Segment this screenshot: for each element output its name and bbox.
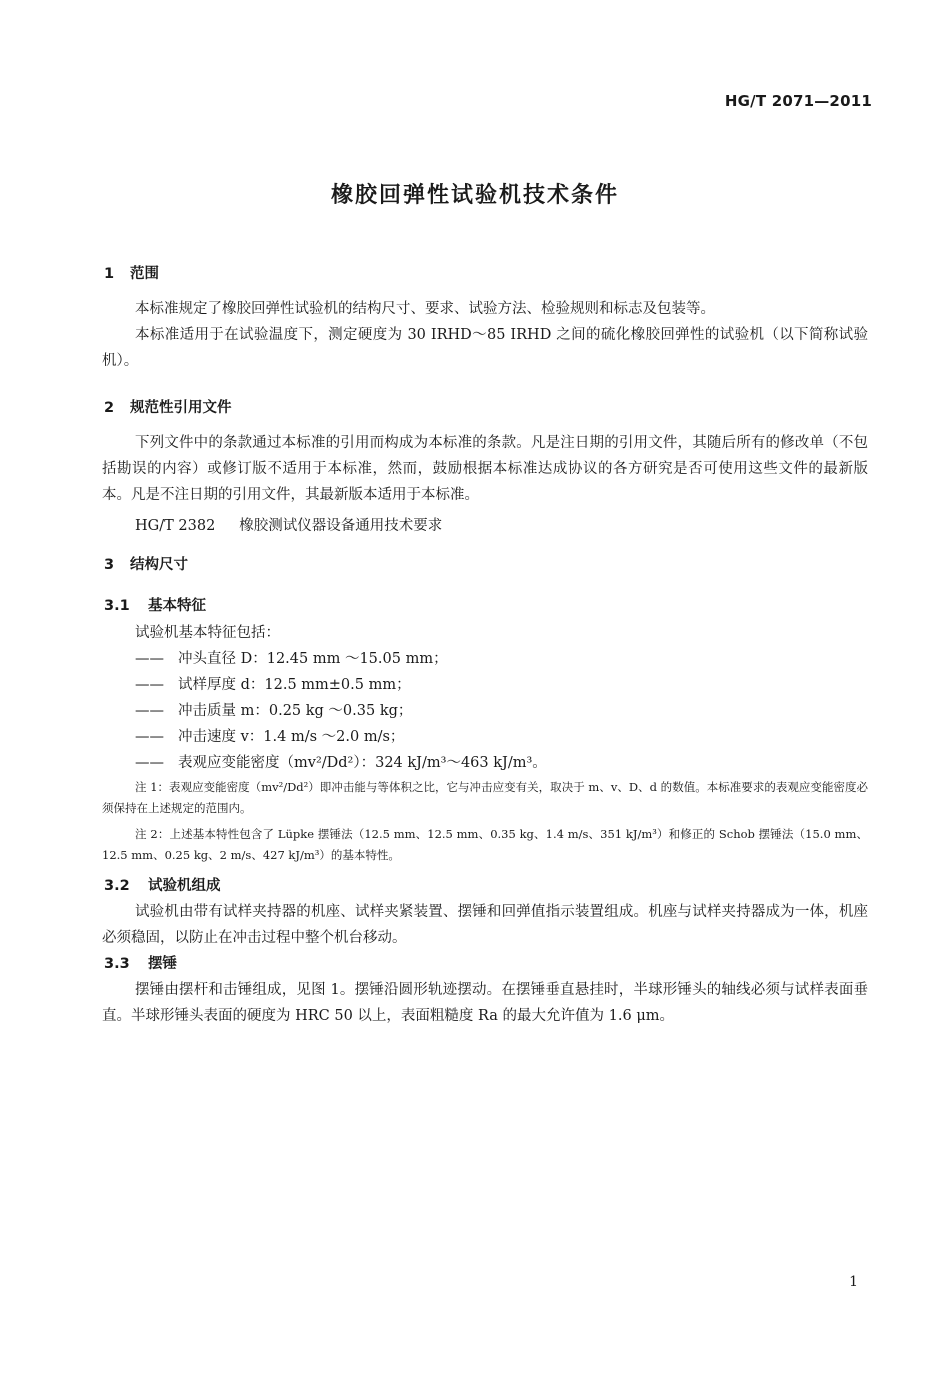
section-1-heading — [104, 262, 159, 283]
dash-marker: —— — [135, 755, 164, 771]
feature-intro: 试验机基本特征包括： — [135, 625, 280, 641]
section-1-paragraph-1: 本标准规定了橡胶回弹性试验机的结构尺寸、要求、试验方法、检验规则和标志及包装等。 — [135, 301, 715, 317]
dash-marker: —— — [135, 651, 164, 667]
section-2-paragraph: 下列文件中的条款通过本标准的引用而构成为本标准的条款。凡是注日期的引用文件，其随后所有的修改单（不包括勘误的内容）或修订版不适用于本标准，然而，鼓励根据本标准达成协议的各方研究是否可使用这些文件的最新版本。凡是不注日期的引用文件，其最新版本适用于本标准。 — [102, 435, 868, 503]
subsection-title: 摆锤 — [148, 956, 177, 972]
subsection-number: 3.3 — [104, 956, 130, 972]
subsection-3-2-paragraph: 试验机由带有试样夹持器的机座、试样夹紧装置、摆锤和回弹值指示装置组成。机座与试样夹持器成为一体，机座必须稳固，以防止在冲击过程中整个机台移动。 — [102, 904, 868, 946]
reference-title: 橡胶测试仪器设备通用技术要求 — [239, 518, 443, 534]
subsection-number: 3.1 — [104, 598, 130, 614]
normative-reference — [135, 514, 442, 535]
subsection-3-3-paragraph: 摆锤由摆杆和击锤组成，见图 1。摆锤沿圆形轨迹摆动。在摆锤垂直悬挂时，半球形锤头的轴线必须与试样表面垂直。半球形锤头表面的硬度为 HRC 50 以上，表面粗糙度 Ra 的最大允许值为 1.6 μm。 — [102, 982, 868, 1024]
feature-text: 表观应变能密度（mv²/Dd²）：324 kJ/m³～463 kJ/m³。 — [178, 755, 547, 771]
note-2: 注 2：上述基本特性包含了 Lüpke 摆锤法（12.5 mm、12.5 mm、0.35 kg、1.4 m/s、351 kJ/m³）和修正的 Schob 摆锤法（15.0 mm、12.5 mm、0.25 kg、2 m/s、427 kJ/m³）的基本特性。 — [102, 827, 868, 862]
section-1-paragraph-2: 本标准适用于在试验温度下，测定硬度为 30 IRHD～85 IRHD 之间的硫化橡胶回弹性的试验机（以下简称试验机）。 — [102, 327, 868, 369]
section-3-heading — [104, 553, 188, 574]
section-number: 2 — [104, 400, 115, 416]
feature-text: 试样厚度 d：12.5 mm±0.5 mm； — [178, 677, 411, 693]
page-number: 1 — [849, 1274, 858, 1290]
subsection-title: 基本特征 — [148, 598, 206, 614]
subsection-title: 试验机组成 — [148, 878, 221, 894]
feature-item — [135, 673, 411, 694]
section-title: 结构尺寸 — [130, 557, 188, 573]
feature-item — [135, 725, 404, 746]
feature-item — [135, 647, 448, 668]
subsection-number: 3.2 — [104, 878, 130, 894]
section-title: 规范性引用文件 — [130, 400, 232, 416]
dash-marker: —— — [135, 729, 164, 745]
feature-text: 冲击质量 m：0.25 kg ～0.35 kg； — [178, 703, 413, 719]
feature-item — [135, 751, 547, 772]
subsection-3-1-heading — [104, 594, 206, 615]
section-2-heading — [104, 396, 232, 417]
subsection-3-2-heading — [104, 874, 221, 895]
feature-item — [135, 699, 412, 720]
dash-marker: —— — [135, 677, 164, 693]
section-title: 范围 — [130, 266, 159, 282]
reference-code: HG/T 2382 — [135, 518, 216, 534]
document-title: 橡胶回弹性试验机技术条件 — [330, 183, 619, 208]
dash-marker: —— — [135, 703, 164, 719]
document-code: HG/T 2071—2011 — [724, 92, 872, 110]
subsection-3-3-heading — [104, 952, 177, 973]
feature-text: 冲击速度 v：1.4 m/s ～2.0 m/s； — [178, 729, 405, 745]
note-1: 注 1：表观应变能密度（mv²/Dd²）即冲击能与等体积之比，它与冲击应变有关，取决于 m、v、D、d 的数值。本标准要求的表观应变能密度必须保持在上述规定的范围内。 — [102, 780, 868, 815]
feature-text: 冲头直径 D：12.45 mm ～15.05 mm； — [178, 651, 448, 667]
section-number: 3 — [104, 557, 115, 573]
section-number: 1 — [104, 266, 115, 282]
